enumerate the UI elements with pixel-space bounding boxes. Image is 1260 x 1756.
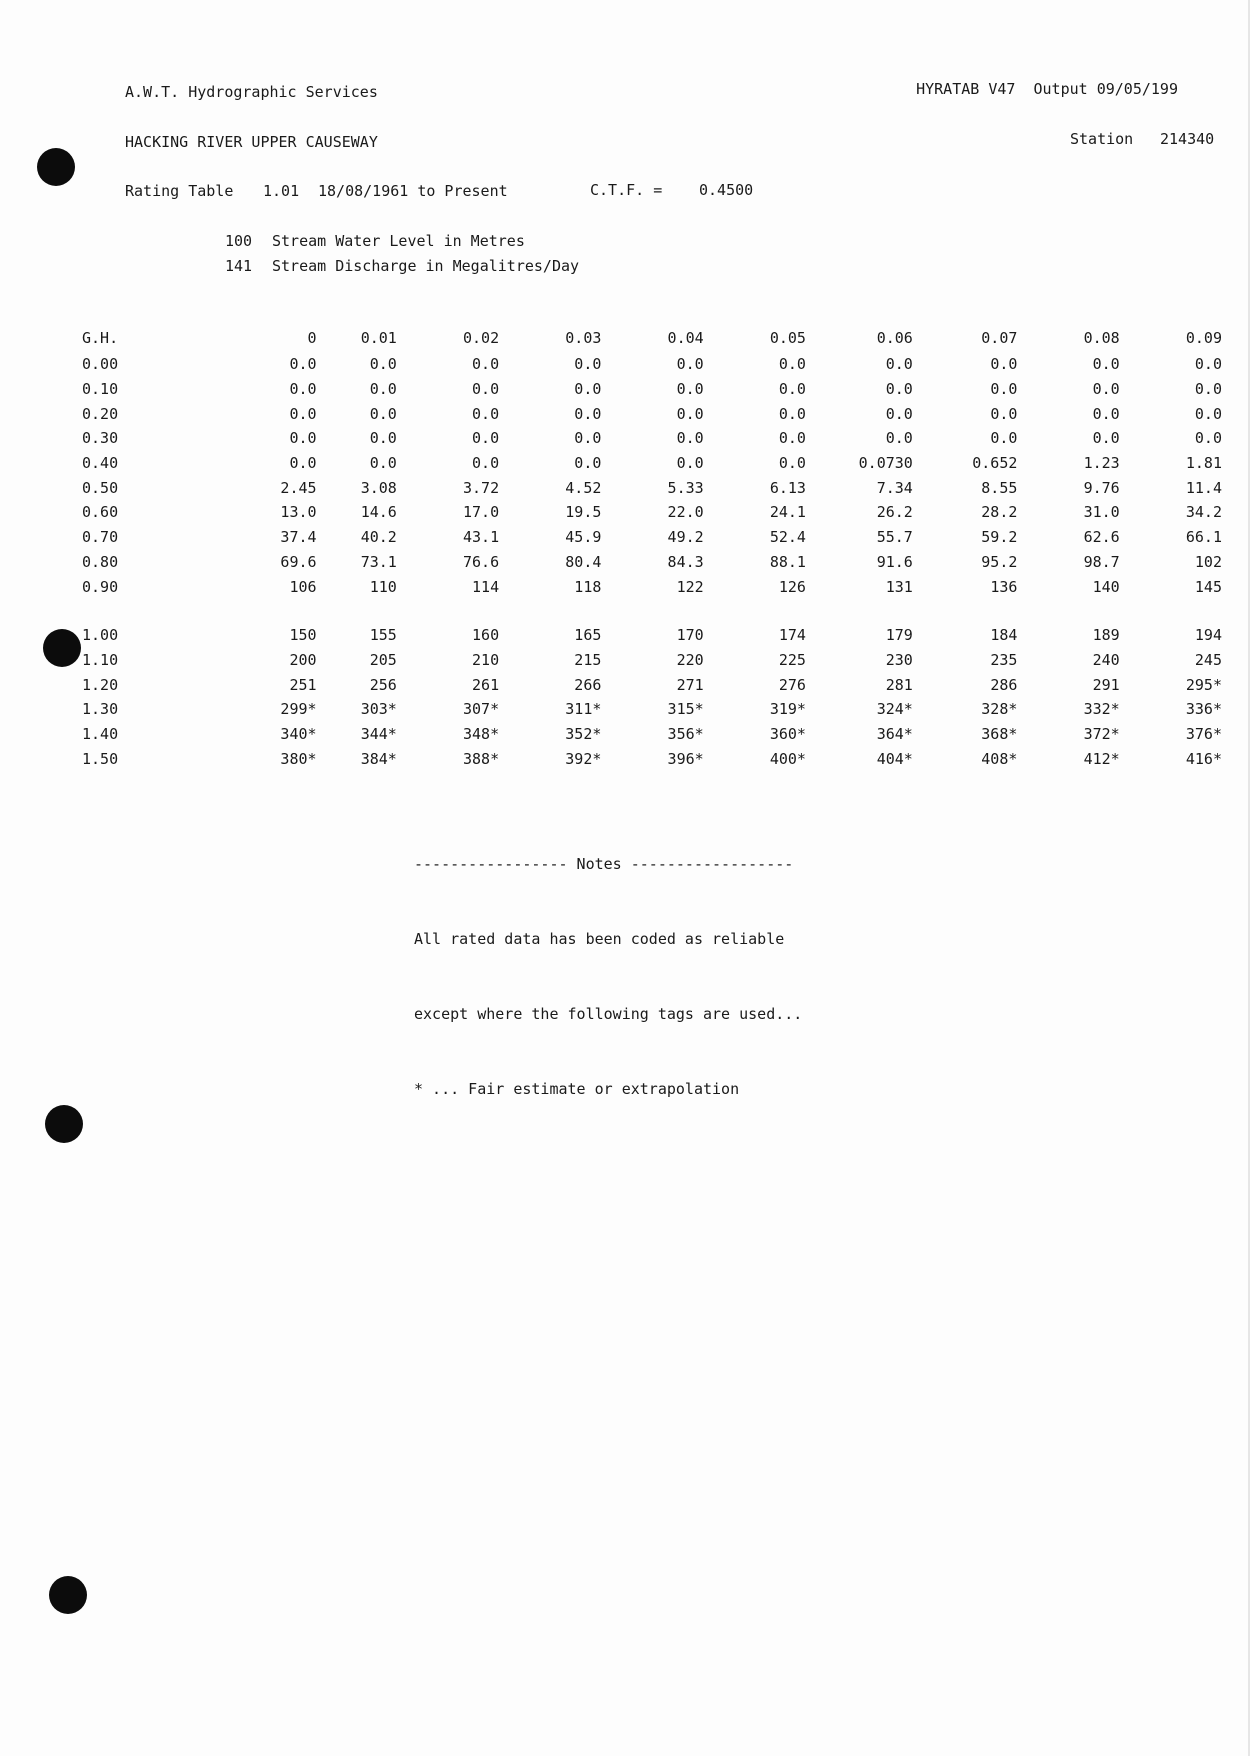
- discharge-cell: 19.5: [565, 503, 602, 522]
- discharge-cell: 0.0: [885, 404, 913, 423]
- discharge-cell: 91.6: [876, 552, 913, 571]
- discharge-cell: 380*: [280, 749, 317, 768]
- gauge-height-cell: 0.90: [82, 577, 119, 596]
- discharge-cell: 49.2: [667, 528, 704, 547]
- discharge-cell: 376*: [1185, 724, 1222, 743]
- discharge-cell: 126: [778, 577, 806, 596]
- discharge-cell: 194: [1194, 626, 1222, 645]
- discharge-cell: 174: [778, 626, 806, 645]
- discharge-cell: 360*: [769, 724, 806, 743]
- rating-table-label: Rating Table: [125, 182, 234, 200]
- discharge-cell: 0.0: [990, 380, 1018, 399]
- discharge-cell: 98.7: [1083, 552, 1120, 571]
- column-header-row: [78, 324, 1248, 352]
- discharge-cell: 0.0: [676, 355, 704, 374]
- discharge-cell: 0.0: [1194, 404, 1222, 423]
- discharge-cell: 0.0: [574, 429, 602, 448]
- discharge-cell: 210: [472, 650, 500, 669]
- ctf-label: C.T.F. =: [590, 181, 663, 199]
- discharge-cell: 319*: [769, 700, 806, 719]
- discharge-cell: 9.76: [1083, 478, 1120, 497]
- table-row: [78, 426, 1248, 451]
- discharge-cell: 315*: [667, 700, 704, 719]
- discharge-cell: 13.0: [280, 503, 317, 522]
- discharge-cell: 0.0: [369, 429, 397, 448]
- discharge-cell: 3.72: [462, 478, 500, 497]
- discharge-cell: 0.0: [676, 404, 704, 423]
- notes-heading: ----------------- Notes ------------------: [414, 855, 794, 873]
- discharge-cell: 43.1: [462, 528, 500, 547]
- discharge-cell: 0.652: [972, 454, 1018, 473]
- discharge-cell: 0.0: [885, 355, 913, 374]
- discharge-cell: 0.0: [990, 429, 1018, 448]
- discharge-cell: 145: [1194, 577, 1222, 596]
- discharge-cell: 179: [885, 626, 913, 645]
- column-header: 0.07: [981, 329, 1018, 347]
- gh-column-header: G.H.: [82, 329, 119, 347]
- discharge-cell: 0.0: [369, 404, 397, 423]
- discharge-cell: 69.6: [280, 552, 317, 571]
- discharge-cell: 0.0: [472, 380, 500, 399]
- gauge-height-cell: 0.30: [82, 429, 119, 448]
- discharge-cell: 0.0: [574, 404, 602, 423]
- discharge-cell: 8.55: [981, 478, 1018, 497]
- variable-description: Stream Discharge in Megalitres/Day: [272, 257, 580, 275]
- discharge-cell: 14.6: [360, 503, 397, 522]
- punch-hole: [37, 148, 75, 186]
- discharge-cell: 400*: [769, 749, 806, 768]
- station-name: HACKING RIVER UPPER CAUSEWAY: [125, 133, 378, 151]
- discharge-cell: 189: [1092, 626, 1120, 645]
- discharge-cell: 0.0: [676, 454, 704, 473]
- discharge-cell: 266: [574, 675, 602, 694]
- table-row: [78, 574, 1248, 599]
- discharge-cell: 1.23: [1083, 454, 1120, 473]
- discharge-cell: 299*: [280, 700, 317, 719]
- discharge-cell: 416*: [1185, 749, 1222, 768]
- discharge-cell: 0.0: [676, 429, 704, 448]
- discharge-cell: 286: [990, 675, 1018, 694]
- discharge-cell: 122: [676, 577, 704, 596]
- discharge-cell: 328*: [981, 700, 1018, 719]
- discharge-cell: 0.0: [778, 355, 806, 374]
- table-row: [78, 352, 1248, 377]
- discharge-cell: 184: [990, 626, 1018, 645]
- discharge-cell: 45.9: [565, 528, 602, 547]
- discharge-cell: 0.0: [369, 355, 397, 374]
- discharge-cell: 348*: [462, 724, 500, 743]
- discharge-cell: 110: [369, 577, 397, 596]
- discharge-cell: 2.45: [280, 478, 317, 497]
- gauge-height-cell: 0.40: [82, 454, 119, 473]
- discharge-cell: 165: [574, 626, 602, 645]
- gauge-height-cell: 1.40: [82, 724, 119, 743]
- discharge-cell: 0.0: [472, 454, 500, 473]
- discharge-cell: 276: [778, 675, 806, 694]
- discharge-cell: 84.3: [667, 552, 704, 571]
- discharge-cell: 261: [472, 675, 500, 694]
- column-header: 0.02: [462, 329, 500, 347]
- discharge-cell: 6.13: [769, 478, 806, 497]
- organisation-name: A.W.T. Hydrographic Services: [125, 83, 378, 101]
- discharge-cell: 240: [1092, 650, 1120, 669]
- discharge-cell: 332*: [1083, 700, 1120, 719]
- gauge-height-cell: 0.70: [82, 528, 119, 547]
- discharge-cell: 372*: [1083, 724, 1120, 743]
- column-header: 0.09: [1185, 329, 1222, 347]
- gauge-height-cell: 1.50: [82, 749, 119, 768]
- discharge-cell: 352*: [565, 724, 602, 743]
- discharge-cell: 0.0: [289, 380, 317, 399]
- discharge-cell: 291: [1092, 675, 1120, 694]
- discharge-cell: 205: [369, 650, 397, 669]
- discharge-cell: 0.0: [472, 355, 500, 374]
- discharge-cell: 281: [885, 675, 913, 694]
- column-header: 0.04: [667, 329, 704, 347]
- discharge-cell: 271: [676, 675, 704, 694]
- gauge-height-cell: 0.20: [82, 404, 119, 423]
- discharge-cell: 356*: [667, 724, 704, 743]
- discharge-cell: 256: [369, 675, 397, 694]
- discharge-cell: 73.1: [360, 552, 397, 571]
- gauge-height-cell: 1.00: [82, 626, 119, 645]
- rating-period: 18/08/1961 to Present: [318, 182, 508, 200]
- program-output: HYRATAB V47 Output 09/05/199: [916, 80, 1178, 98]
- punch-hole: [49, 1576, 87, 1614]
- discharge-cell: 76.6: [462, 552, 500, 571]
- row-spacer: [78, 599, 1248, 623]
- discharge-cell: 106: [289, 577, 317, 596]
- variable-code: 100: [225, 232, 253, 250]
- discharge-cell: 0.0: [1092, 404, 1120, 423]
- discharge-cell: 118: [574, 577, 602, 596]
- discharge-cell: 0.0: [778, 454, 806, 473]
- gauge-height-cell: 0.10: [82, 380, 119, 399]
- rating-table: [78, 324, 1248, 771]
- discharge-cell: 0.0: [369, 454, 397, 473]
- station-label: Station: [1070, 130, 1134, 148]
- discharge-cell: 215: [574, 650, 602, 669]
- discharge-cell: 3.08: [360, 478, 397, 497]
- discharge-cell: 0.0: [990, 355, 1018, 374]
- discharge-cell: 0.0: [289, 355, 317, 374]
- discharge-cell: 140: [1092, 577, 1120, 596]
- discharge-cell: 170: [676, 626, 704, 645]
- discharge-cell: 160: [472, 626, 500, 645]
- gauge-height-cell: 0.80: [82, 552, 119, 571]
- punch-hole: [45, 1105, 83, 1143]
- discharge-cell: 114: [472, 577, 500, 596]
- table-row: [78, 401, 1248, 426]
- station-number: 214340: [1160, 130, 1215, 148]
- discharge-cell: 0.0: [289, 454, 317, 473]
- discharge-cell: 31.0: [1083, 503, 1120, 522]
- table-row: [78, 525, 1248, 550]
- discharge-cell: 368*: [981, 724, 1018, 743]
- gauge-height-cell: 1.10: [82, 650, 119, 669]
- discharge-cell: 245: [1194, 650, 1222, 669]
- discharge-cell: 0.0: [885, 429, 913, 448]
- discharge-cell: 0.0: [778, 404, 806, 423]
- rating-table-body: [78, 352, 1248, 771]
- discharge-cell: 102: [1194, 552, 1222, 571]
- discharge-cell: 340*: [280, 724, 317, 743]
- discharge-cell: 364*: [876, 724, 913, 743]
- discharge-cell: 52.4: [769, 528, 806, 547]
- column-header: 0.08: [1083, 329, 1120, 347]
- discharge-cell: 7.34: [876, 478, 913, 497]
- gauge-height-cell: 0.00: [82, 355, 119, 374]
- discharge-cell: 336*: [1185, 700, 1222, 719]
- ctf-value: 0.4500: [699, 181, 754, 199]
- table-row: [78, 623, 1248, 648]
- discharge-cell: 392*: [565, 749, 602, 768]
- discharge-cell: 344*: [360, 724, 397, 743]
- discharge-cell: 95.2: [981, 552, 1018, 571]
- rating-table-number: 1.01: [263, 182, 300, 200]
- table-row: [78, 500, 1248, 525]
- discharge-cell: 412*: [1083, 749, 1120, 768]
- discharge-cell: 0.0: [574, 355, 602, 374]
- discharge-cell: 24.1: [769, 503, 806, 522]
- discharge-cell: 0.0: [1092, 429, 1120, 448]
- discharge-cell: 0.0: [778, 380, 806, 399]
- discharge-cell: 408*: [981, 749, 1018, 768]
- discharge-cell: 0.0: [1092, 380, 1120, 399]
- discharge-cell: 235: [990, 650, 1018, 669]
- discharge-cell: 34.2: [1185, 503, 1222, 522]
- table-row: [78, 672, 1248, 697]
- discharge-cell: 131: [885, 577, 913, 596]
- table-row: [78, 451, 1248, 476]
- gauge-height-cell: 1.20: [82, 675, 119, 694]
- discharge-cell: 0.0: [1194, 355, 1222, 374]
- discharge-cell: 303*: [360, 700, 397, 719]
- column-header: 0: [307, 329, 317, 347]
- gauge-height-cell: 0.60: [82, 503, 119, 522]
- column-header: 0.03: [565, 329, 602, 347]
- discharge-cell: 220: [676, 650, 704, 669]
- discharge-cell: 1.81: [1185, 454, 1222, 473]
- discharge-cell: 251: [289, 675, 317, 694]
- discharge-cell: 311*: [565, 700, 602, 719]
- discharge-cell: 4.52: [565, 478, 602, 497]
- discharge-cell: 0.0: [472, 404, 500, 423]
- discharge-cell: 225: [778, 650, 806, 669]
- discharge-cell: 11.4: [1185, 478, 1222, 497]
- discharge-cell: 55.7: [876, 528, 913, 547]
- discharge-cell: 0.0: [1194, 429, 1222, 448]
- discharge-cell: 0.0730: [858, 454, 913, 473]
- table-row: [78, 722, 1248, 747]
- discharge-cell: 295*: [1185, 675, 1222, 694]
- table-row: [78, 697, 1248, 722]
- discharge-cell: 0.0: [472, 429, 500, 448]
- discharge-cell: 0.0: [990, 404, 1018, 423]
- discharge-cell: 0.0: [778, 429, 806, 448]
- discharge-cell: 37.4: [280, 528, 317, 547]
- column-header: 0.01: [360, 329, 397, 347]
- gauge-height-cell: 1.30: [82, 700, 119, 719]
- discharge-cell: 324*: [876, 700, 913, 719]
- discharge-cell: 404*: [876, 749, 913, 768]
- discharge-cell: 88.1: [769, 552, 806, 571]
- discharge-cell: 136: [990, 577, 1018, 596]
- gauge-height-cell: 0.50: [82, 478, 119, 497]
- variable-description: Stream Water Level in Metres: [272, 232, 525, 250]
- notes-line: All rated data has been coded as reliable: [414, 930, 785, 948]
- discharge-cell: 26.2: [876, 503, 913, 522]
- discharge-cell: 80.4: [565, 552, 602, 571]
- discharge-cell: 62.6: [1083, 528, 1120, 547]
- discharge-cell: 0.0: [1194, 380, 1222, 399]
- table-row: [78, 475, 1248, 500]
- variable-code: 141: [225, 257, 253, 275]
- notes-line: except where the following tags are used...: [414, 1005, 803, 1023]
- discharge-cell: 66.1: [1185, 528, 1222, 547]
- discharge-cell: 0.0: [574, 454, 602, 473]
- notes-line: * ... Fair estimate or extrapolation: [414, 1080, 740, 1098]
- column-header: 0.05: [769, 329, 806, 347]
- table-row: [78, 746, 1248, 771]
- discharge-cell: 396*: [667, 749, 704, 768]
- table-row: [78, 550, 1248, 575]
- punch-hole: [43, 629, 81, 667]
- discharge-cell: 0.0: [1092, 355, 1120, 374]
- table-row: [78, 648, 1248, 673]
- discharge-cell: 150: [289, 626, 317, 645]
- discharge-cell: 0.0: [289, 429, 317, 448]
- discharge-cell: 22.0: [667, 503, 704, 522]
- discharge-cell: 28.2: [981, 503, 1018, 522]
- discharge-cell: 0.0: [574, 380, 602, 399]
- discharge-cell: 388*: [462, 749, 500, 768]
- discharge-cell: 0.0: [289, 404, 317, 423]
- discharge-cell: 0.0: [369, 380, 397, 399]
- discharge-cell: 384*: [360, 749, 397, 768]
- discharge-cell: 0.0: [676, 380, 704, 399]
- discharge-cell: 17.0: [462, 503, 500, 522]
- discharge-cell: 200: [289, 650, 317, 669]
- discharge-cell: 0.0: [885, 380, 913, 399]
- table-row: [78, 377, 1248, 402]
- notes-block: [414, 802, 802, 1152]
- discharge-cell: 230: [885, 650, 913, 669]
- discharge-cell: 59.2: [981, 528, 1018, 547]
- column-header: 0.06: [876, 329, 913, 347]
- discharge-cell: 5.33: [667, 478, 704, 497]
- discharge-cell: 40.2: [360, 528, 397, 547]
- discharge-cell: 307*: [462, 700, 500, 719]
- discharge-cell: 155: [369, 626, 397, 645]
